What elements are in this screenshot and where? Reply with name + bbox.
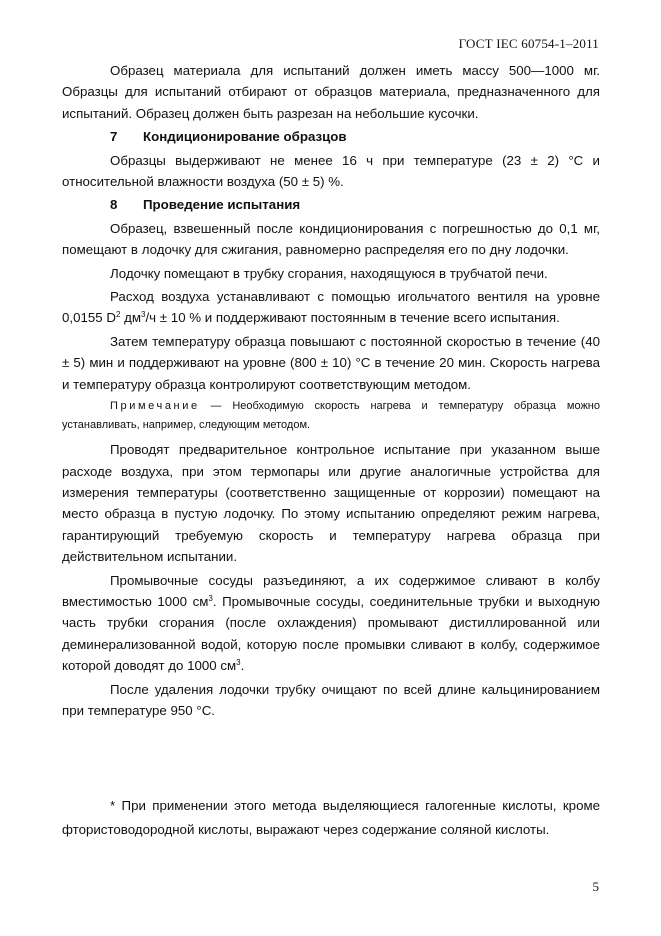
note	[62, 397, 600, 435]
note-label: Примечание	[110, 400, 200, 413]
document-body	[62, 60, 600, 723]
section-title: Кондиционирование образцов	[143, 129, 347, 145]
paragraph-boat-placement: Лодочку помещают в трубку сгорания, находящуюся в трубчатой печи.	[110, 265, 548, 281]
paragraph-calcination: После удаления лодочки трубку очищают по всей длине кальцинированием при температуре 950 °С.	[62, 681, 600, 718]
section-heading-procedure	[62, 194, 600, 215]
paragraph-rinsing: Промывочные сосуды разъединяют, а их содержимое сливают в колбу вместимостью 1000 $см^3$. Промывочные сосуды, соединительные трубки и выходную часть трубки сгорания (после охлаждения) промывают дистиллированной или деминерализованной водой, которую после промывки сливают в колбу, содержимое которой доводят до 1000 $см^3$.	[62, 572, 600, 674]
paragraph-conditioning: Образцы выдерживают не менее 16 ч при температуре (23 ± 2) °С и относительной влажности воздуха (50 ± 5) %.	[62, 152, 600, 190]
document-header: ГОСТ IEC 60754-1–2011	[458, 36, 599, 51]
section-number: 8	[110, 197, 118, 213]
page-number: 5	[592, 879, 599, 894]
section-number: 7	[110, 129, 118, 145]
section-heading-conditioning	[62, 126, 600, 147]
paragraph-control-test: Проводят предварительное контрольное испытание при указанном выше расходе воздуха, при этом термопары или другие аналогичные устройства для измерения температуры (соответственно защищенные от коррозии) помещают на место образца в пустую лодочку. По этому испытанию определяют режим нагрева, гарантирующий требуемую скорость и температуру нагрева образца при действительном испытании.	[62, 442, 600, 565]
footnote: * При применении этого метода выделяющиеся галогенные кислоты, кроме фтористоводородной кислоты, выражают через содержание соляной кислоты.	[62, 798, 600, 838]
section-title: Проведение испытания	[143, 197, 301, 213]
paragraph-sample-mass: Образец материала для испытаний должен иметь массу 500—1000 мг. Образцы для испытаний отбирают от образцов материала, предназначенного для испытаний. Образец должен быть разрезан на небольшие кусочки.	[62, 63, 600, 121]
paragraph-weighing: Образец, взвешенный после кондиционирования с погрешностью до 0,1 мг, помещают в лодочку для сжигания, равномерно распределяя его по дну лодочки.	[62, 220, 600, 258]
paragraph-air-flow: Расход воздуха устанавливают с помощью игольчатого вентиля на уровне 0,0155 $D^2$ $дм^3/ч \pm 10$ % и поддерживают постоянным в течение всего испытания.	[62, 289, 600, 326]
note-text: — Необходимую скорость нагрева и температуру образца можно устанавливать, например, следующим методом.	[62, 400, 600, 432]
paragraph-heating: Затем температуру образца повышают с постоянной скоростью в течение (40 ± 5) мин и поддерживают на уровне (800 ± 10) °С в течение 20 мин. Скорость нагрева и температуру образца контролируют соответствующим методом.	[62, 333, 600, 392]
